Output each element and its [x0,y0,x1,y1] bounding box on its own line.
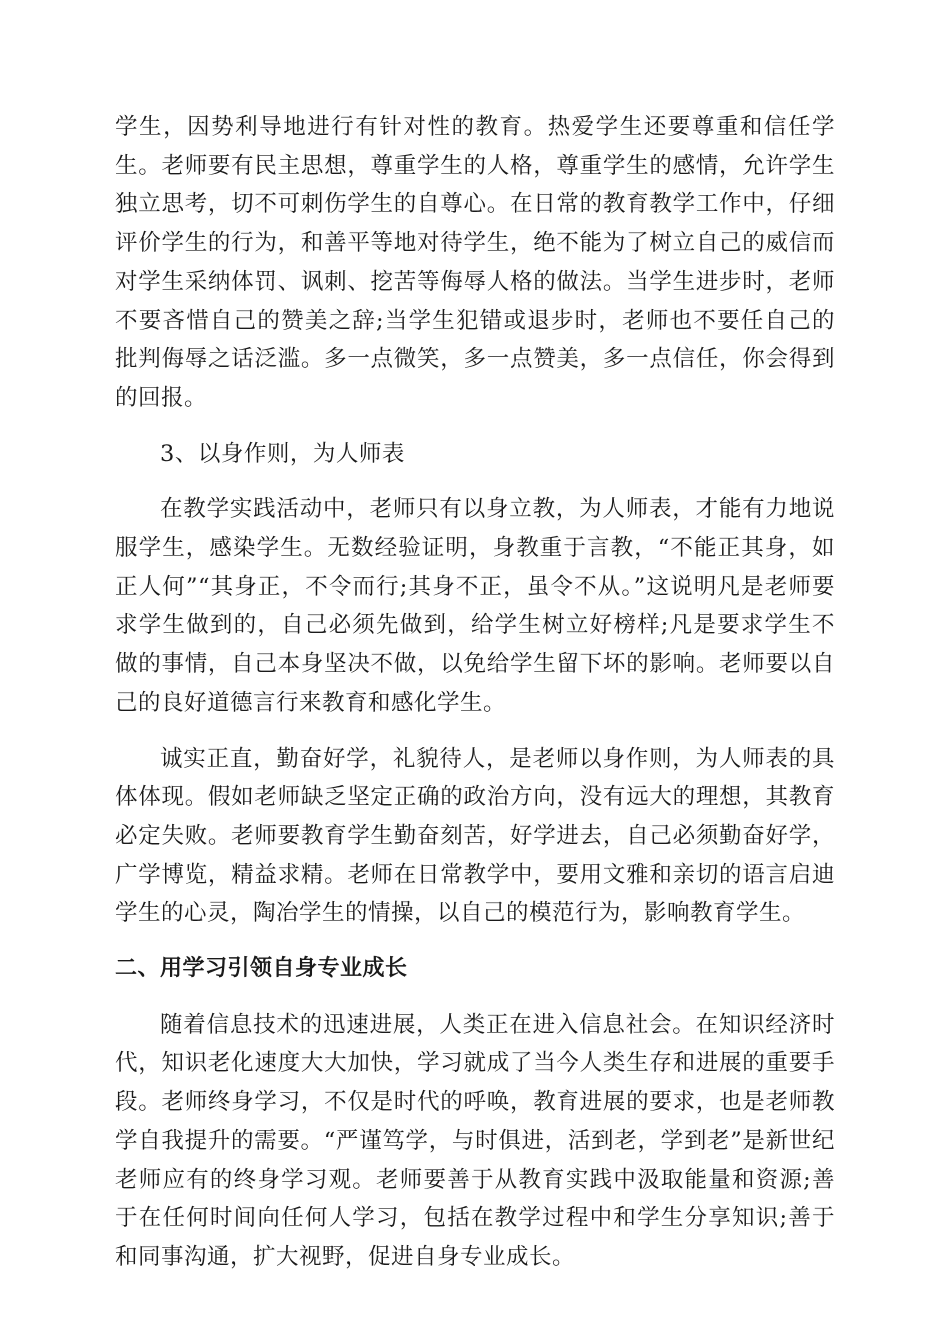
document-page [115,108,835,1277]
section-heading-learning: 二、用学习引领自身专业成长 [115,956,408,982]
paragraph-respect-students: 学生，因势利导地进行有针对性的教育。热爱学生还要尊重和信任学生。老师要有民主思想，尊重学生的人格，尊重学生的感情，允许学生独立思考，切不可刺伤学生的自尊心。在日常的教育教学工作中，仔细评价学生的行为，和善平等地对待学生，绝不能为了树立自己的威信而对学生采纳体罚、讽刺、挖苦等侮辱人格的做法。当学生进步时，老师不要吝惜自己的赞美之辞;当学生犯错或退步时，老师也不要任自己的批判侮辱之话泛滥。多一点微笑，多一点赞美，多一点信任，你会得到的回报。 [115,114,835,411]
paragraph-lifelong-learning: 随着信息技术的迅速进展，人类正在进入信息社会。在知识经济时代，知识老化速度大大加快，学习就成了当今人类生存和进展的重要手段。老师终身学习，不仅是时代的呼唤，教育进展的要求，也是老师教学自我提升的需要。“严谨笃学，与时俱进，活到老，学到老”是新世纪老师应有的终身学习观。老师要善于从教育实践中汲取能量和资源;善于在任何时间向任何人学习，包括在教学过程中和学生分享知识;善于和同事沟通，扩大视野，促进自身专业成长。 [115,1011,835,1270]
subheading-lead-by-example: 3、以身作则，为人师表 [160,440,405,467]
paragraph-honesty-diligence: 诚实正直，勤奋好学，礼貌待人，是老师以身作则，为人师表的具体体现。假如老师缺乏坚定正确的政治方向，没有远大的理想，其教育必定失败。老师要教育学生勤奋刻苦，好学进去，自己必须勤奋好学，广学博览，精益求精。老师在日常教学中，要用文雅和亲切的语言启迪学生的心灵，陶冶学生的情操，以自己的模范行为，影响教育学生。 [115,745,835,927]
paragraph-teach-by-example: 在教学实践活动中，老师只有以身立教，为人师表，才能有力地说服学生，感染学生。无数经验证明，身教重于言教，“不能正其身，如正人何”“其身正，不令而行;其身不正，虽令不从。”这说明凡是老师要求学生做到的，自己必须先做到，给学生树立好榜样;凡是要求学生不做的事情，自己本身坚决不做，以免给学生留下坏的影响。老师要以自己的良好道德言行来教育和感化学生。 [115,496,835,716]
